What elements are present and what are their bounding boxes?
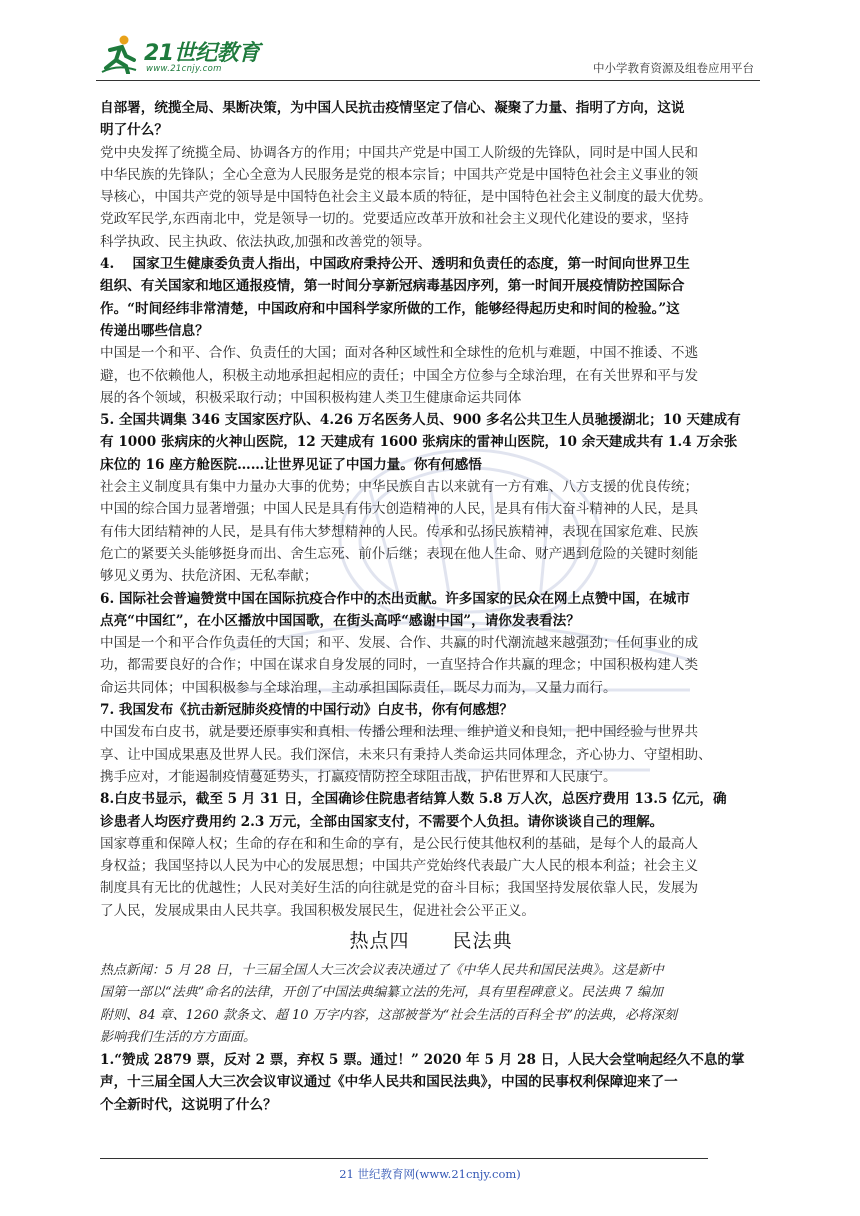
- answer-line: 中国是一个和平、合作、负责任的大国；面对各种区域性和全球性的危机与难题，中国不推诿、不逃: [100, 345, 699, 362]
- answer-line: 了人民，发展成果由人民共享。我国积极发展民生，促进社会公平正义。: [100, 902, 535, 919]
- answer-line: 展的各个领域，积极采取行动；中国积极构建人类卫生健康命运共同体: [100, 389, 522, 406]
- section-heading: [100, 922, 762, 960]
- question-line: 明了什么？: [100, 122, 168, 139]
- question-line: 有 1000 张病床的火神山医院，12 天建成有 1600 张病床的雷神山医院，10 余天建成共有 1.4 万余张: [100, 434, 738, 451]
- section-heading-number: 热点四: [349, 929, 410, 952]
- question-line: 声，十三届全国人大三次会议审议通过《中华人民共和国民法典》，中国的民事权利保障迎来了一: [100, 1074, 678, 1091]
- news-line: 影响我们生活的方方面面。: [100, 1029, 257, 1045]
- question-line: 4. 国家卫生健康委负责人指出，中国政府秉持公开、透明和负责任的态度，第一时间向世界卫生: [100, 256, 690, 273]
- answer-line: 命运共同体；中国积极参与全球治理，主动承担国际责任，既尽力而为，又量力而行。: [100, 679, 617, 696]
- question-line: 自部署，统揽全局、果断决策，为中国人民抗击疫情坚定了信心、凝聚了力量、指明了方向，这说: [100, 100, 685, 116]
- question-line: 1.“赞成 2879 票，反对 2 票，弃权 5 票。通过！” 2020 年 5 月 28 日，人民大会堂响起经久不息的掌: [100, 1052, 745, 1069]
- answer-line: 有伟大团结精神的人民，是具有伟大梦想精神的人民。传承和弘扬民族精神，表现在国家危难、民族: [100, 523, 699, 540]
- question-line: 7. 我国发布《抗击新冠肺炎疫情的中国行动》白皮书，你有何感想？: [100, 702, 514, 719]
- footer-divider: [100, 1158, 708, 1159]
- hot-news-paragraph: [100, 960, 762, 1049]
- page-header: [96, 30, 760, 80]
- question-line: 5. 全国共调集 346 支国家医疗队、4.26 万名医务人员、900 多名公共卫生人员驰援湖北；10 天建成有: [100, 412, 741, 429]
- question-line: 8.白皮书显示，截至 5 月 31 日，全国确诊住院患者结算人数 5.8 万人次，总医疗费用 13.5 亿元，确: [100, 791, 727, 808]
- question-line: 组织、有关国家和地区通报疫情，第一时间分享新冠病毒基因序列，第一时间开展疫情防控国际合: [100, 278, 685, 295]
- answer-line: 避，也不依赖他人，积极主动地承担起相应的责任；中国全方位参与全球治理，在有关世界和平与发: [100, 367, 699, 384]
- question-line: 6. 国际社会普遍赞赏中国在国际抗疫合作中的杰出贡献。许多国家的民众在网上点赞中国，在城市: [100, 590, 690, 607]
- answer-line: 够见义勇为、扶危济困、无私奉献；: [100, 568, 318, 585]
- answer-line: 科学执政、民主执政、依法执政,加强和改善党的领导。: [100, 233, 431, 250]
- site-logo[interactable]: [96, 30, 266, 80]
- news-line: 热点新闻：5 月 28 日，十三届全国人大三次会议表决通过了《中华人民共和国民法典》。这是新中: [100, 962, 664, 978]
- answer-line: 功，都需要良好的合作；中国在谋求自身发展的同时，一直坚持合作共赢的理念；中国积极构建人类: [100, 657, 699, 674]
- header-divider: [96, 80, 760, 81]
- answer-line: 制度具有无比的优越性；人民对美好生活的向往就是党的奋斗目标；我国坚持发展依靠人民，发展为: [100, 880, 699, 897]
- header-platform-text: 中小学教育资源及组卷应用平台: [593, 61, 754, 75]
- answer-line: 携手应对，才能遏制疫情蔓延势头，打赢疫情防控全球阻击战，护佑世界和人民康宁。: [100, 768, 617, 785]
- answer-line: 中国的综合国力显著增强；中国人民是具有伟大创造精神的人民，是具有伟大奋斗精神的人民，是具: [100, 501, 699, 518]
- answer-line: 中国是一个和平合作负责任的大国；和平、发展、合作、共赢的时代潮流越来越强劲；任何事业的成: [100, 635, 699, 652]
- qa-section: [100, 97, 762, 922]
- answer-line: 党政军民学,东西南北中，党是领导一切的。党要适应改革开放和社会主义现代化建设的要求，坚持: [100, 211, 689, 228]
- logo-title: 21世纪教育: [144, 41, 260, 66]
- answer-line: 身权益；我国坚持以人民为中心的发展思想；中国共产党始终代表最广大人民的根本利益；社会主义: [100, 858, 699, 875]
- question-line: 个全新时代，这说明了什么？: [100, 1096, 277, 1113]
- question-line: 点亮“中国红”，在小区播放中国国歌，在街头高呼“感谢中国”，请你发表看法？: [100, 612, 580, 629]
- answer-line: 中华民族的先锋队；全心全意为人民服务是党的根本宗旨；中国共产党是中国特色社会主义事业的领: [100, 166, 699, 183]
- document-body: [100, 97, 762, 1116]
- answer-line: 国家尊重和保障人权；生命的存在和和生命的享有，是公民行使其他权利的基础，是每个人的最高人: [100, 835, 699, 852]
- question-1-civil-code: [100, 1049, 762, 1116]
- answer-line: 导核心，中国共产党的领导是中国特色社会主义最本质的特征，是中国特色社会主义制度的最大优势。: [100, 189, 712, 206]
- runner-logo-icon: [100, 34, 138, 74]
- news-line: 国第一部以“法典”命名的法律，开创了中国法典编纂立法的先河，具有里程碑意义。民法典 7 编加: [100, 985, 663, 1001]
- logo-url: www.21cnjy.com: [146, 64, 222, 74]
- question-line: 作。“时间经纬非常清楚，中国政府和中国科学家所做的工作，能够经得起历史和时间的检验。”这: [100, 300, 680, 317]
- footer-source-text: 21 世纪教育网(www.21cnjy.com): [339, 1167, 521, 1181]
- question-line: 诊患者人均医疗费用约 2.3 万元，全部由国家支付，不需要个人负担。请你谈谈自己的理解。: [100, 813, 664, 830]
- question-line: 床位的 16 座方舱医院……让世界见证了中国力量。你有何感悟: [100, 456, 482, 473]
- answer-line: 社会主义制度具有集中力量办大事的优势；中华民族自古以来就有一方有难、八方支援的优良传统；: [100, 479, 699, 496]
- answer-line: 党中央发挥了统揽全局、协调各方的作用；中国共产党是中国工人阶级的先锋队，同时是中国人民和: [100, 144, 699, 161]
- question-line: 传递出哪些信息？: [100, 322, 209, 339]
- answer-line: 享、让中国成果惠及世界人民。我们深信，未来只有秉持人类命运共同体理念，齐心协力、守望相助、: [100, 746, 712, 763]
- answer-line: 中国发布白皮书，就是要还原事实和真相、传播公理和法理、维护道义和良知，把中国经验与世界共: [100, 724, 699, 741]
- answer-line: 危亡的紧要关头能够挺身而出、舍生忘死、前仆后继；表现在他人生命、财产遇到危险的关键时刻能: [100, 545, 699, 562]
- news-line: 附则、84 章、1260 款条文、超 10 万字内容，这部被誉为“社会生活的百科全书”的法典，必将深刻: [100, 1007, 677, 1023]
- section-heading-topic: 民法典: [452, 929, 513, 952]
